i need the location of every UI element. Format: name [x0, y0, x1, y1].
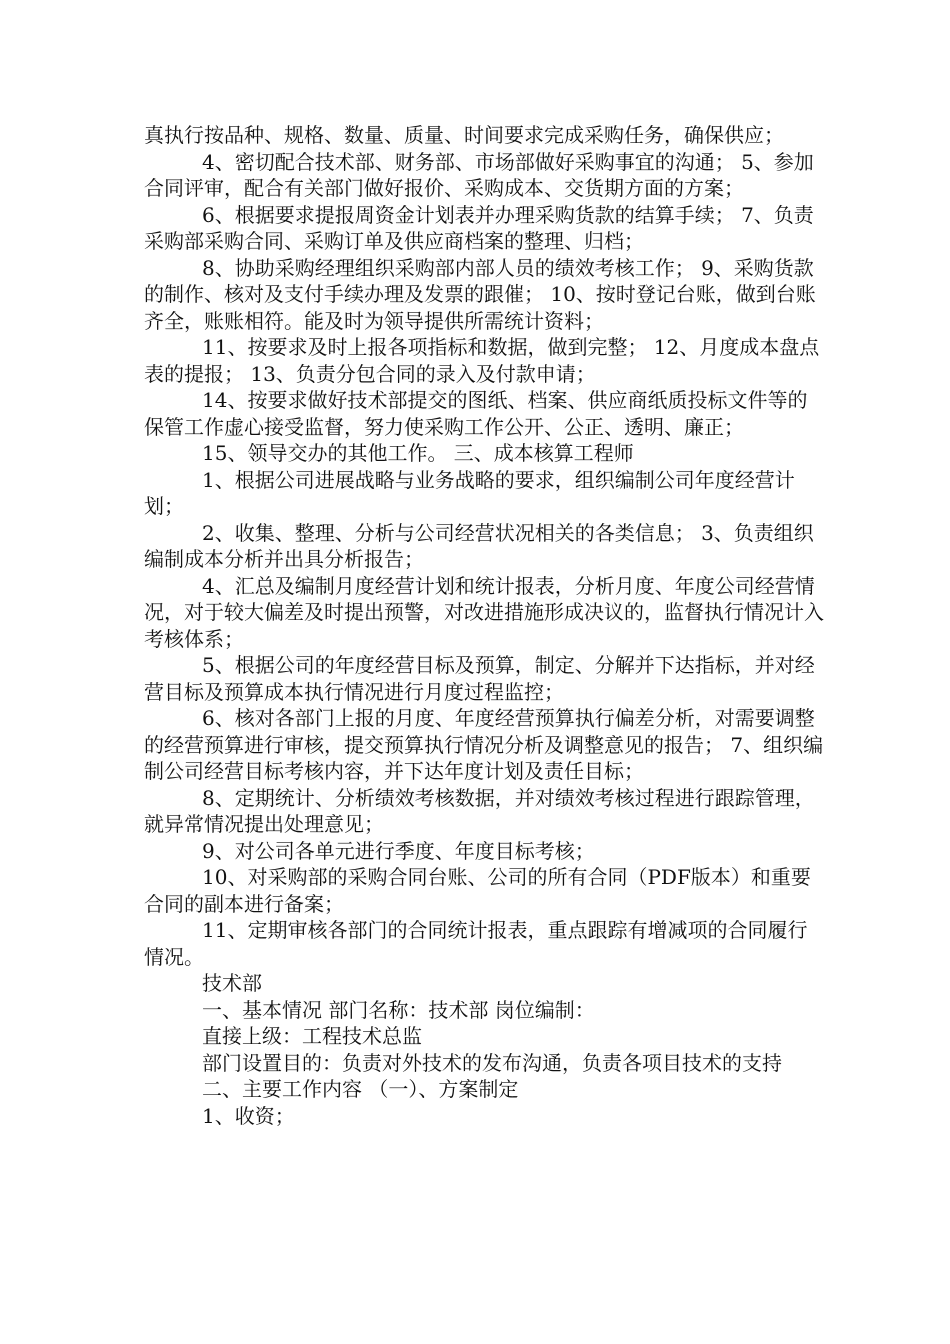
paragraph: 9、对公司各单元进行季度、年度目标考核；: [202, 838, 595, 863]
paragraph: 15、领导交办的其他工作。 三、成本核算工程师: [202, 441, 634, 465]
document-body: [144, 122, 824, 1129]
paragraph: 10、对采购部的采购合同台账、公司的所有合同（PDF版本）和重要合同的副本进行备案；: [144, 865, 811, 916]
paragraph: 8、定期统计、分析绩效考核数据，并对绩效考核过程进行跟踪管理，就异常情况提出处理意见；: [144, 785, 815, 836]
paragraph: 真执行按品种、规格、数量、质量、时间要求完成采购任务，确保供应；: [144, 123, 784, 147]
paragraph: 2、收集、整理、分析与公司经营状况相关的各类信息； 3、负责组织编制成本分析并出具分析报告；: [144, 520, 814, 571]
paragraph: 直接上级：工程技术总监: [202, 1024, 422, 1048]
paragraph: 部门设置目的：负责对外技术的发布沟通，负责各项目技术的支持: [202, 1050, 782, 1075]
paragraph: 一、基本情况 部门名称：技术部 岗位编制：: [202, 997, 595, 1022]
paragraph: 4、密切配合技术部、财务部、市场部做好采购事宜的沟通； 5、参加合同评审，配合有关部门做好报价、采购成本、交货期方面的方案；: [144, 149, 814, 200]
paragraph: 8、协助采购经理组织采购部内部人员的绩效考核工作； 9、采购货款的制作、核对及支付手续办理及发票的跟催； 10、按时登记台账，做到台账齐全，账账相符。能及时为领导提供所需统计资料；: [144, 255, 816, 333]
paragraph: 6、根据要求提报周资金计划表并办理采购货款的结算手续； 7、负责采购部采购合同、采购订单及供应商档案的整理、归档；: [144, 202, 814, 253]
paragraph: 1、根据公司进展战略与业务战略的要求，组织编制公司年度经营计划；: [144, 467, 795, 518]
paragraph: 14、按要求做好技术部提交的图纸、档案、供应商纸质投标文件等的保管工作虚心接受监督，努力使采购工作公开、公正、透明、廉正；: [144, 388, 808, 439]
paragraph: 5、根据公司的年度经营目标及预算，制定、分解并下达指标，并对经营目标及预算成本执行情况进行月度过程监控；: [144, 653, 815, 704]
paragraph: 11、按要求及时上报各项指标和数据，做到完整； 12、月度成本盘点表的提报； 13、负责分包合同的录入及付款申请；: [144, 335, 820, 386]
paragraph: 1、收资；: [202, 1103, 295, 1128]
section-heading: 技术部: [202, 971, 262, 995]
paragraph: 11、定期审核各部门的合同统计报表，重点跟踪有增减项的合同履行情况。: [144, 918, 808, 969]
paragraph: 6、核对各部门上报的月度、年度经营预算执行偏差分析，对需要调整的经营预算进行审核，提交预算执行情况分析及调整意见的报告； 7、组织编制公司经营目标考核内容，并下达年度计划及责任目标；: [144, 706, 824, 783]
paragraph: 二、主要工作内容 （一）、方案制定: [202, 1077, 519, 1101]
paragraph: 4、汇总及编制月度经营计划和统计报表，分析月度、年度公司经营情况，对于较大偏差及时提出预警，对改进措施形成决议的，监督执行情况计入考核体系；: [144, 573, 824, 651]
